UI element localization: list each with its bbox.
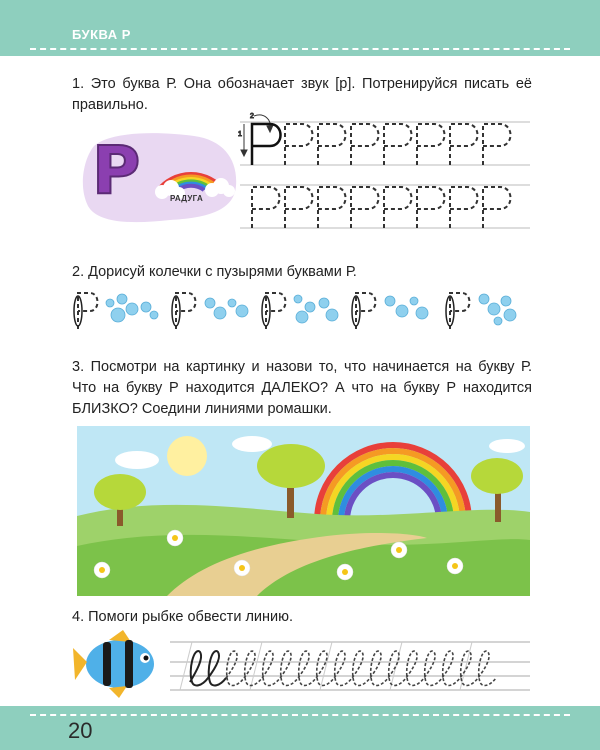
card-word: РАДУГА: [170, 194, 204, 203]
solid-cursive-start: [190, 651, 226, 685]
sun-icon: [167, 436, 207, 476]
card-letter: Р: [92, 132, 141, 209]
cursive-tracing-line[interactable]: [170, 632, 535, 696]
task-3-text: 3. Посмотри на картинку и назови то, что начинается на букву Р. Что на букву Р находится ДАЛЕКО? А что на букву Р находится БЛИЗКО? Соедини линиями ромашки.: [72, 359, 532, 417]
task-1-text: 1. Это буква Р. Она обозначает звук [р]. Потренируйся писать её правильно.: [72, 76, 532, 113]
footer-dash-line: [30, 714, 570, 716]
dashed-cursive-trace: [226, 651, 496, 685]
header-title: БУКВА Р: [72, 27, 131, 42]
letter-card: [74, 128, 238, 226]
stroke-order-arrows: [238, 113, 273, 156]
landscape-illustration: [77, 426, 530, 596]
page-footer: [0, 706, 600, 750]
fish-icon: [75, 628, 165, 698]
bubble-tracing-row[interactable]: [70, 285, 540, 335]
page-number: 20: [68, 718, 93, 743]
stroke-digit-1: 1: [238, 131, 242, 138]
stroke-digit-2: 2: [250, 113, 254, 120]
dashed-letters: [252, 124, 511, 228]
letter-tracing-grid[interactable]: [240, 110, 535, 240]
page-header: [0, 0, 600, 56]
header-dash-line: [30, 48, 570, 50]
task-2-text: 2. Дорисуй колечки с пузырями буквами Р.: [72, 264, 357, 280]
solid-letter-r: [252, 124, 281, 165]
task-4-text: 4. Помоги рыбке обвести линию.: [72, 609, 294, 625]
